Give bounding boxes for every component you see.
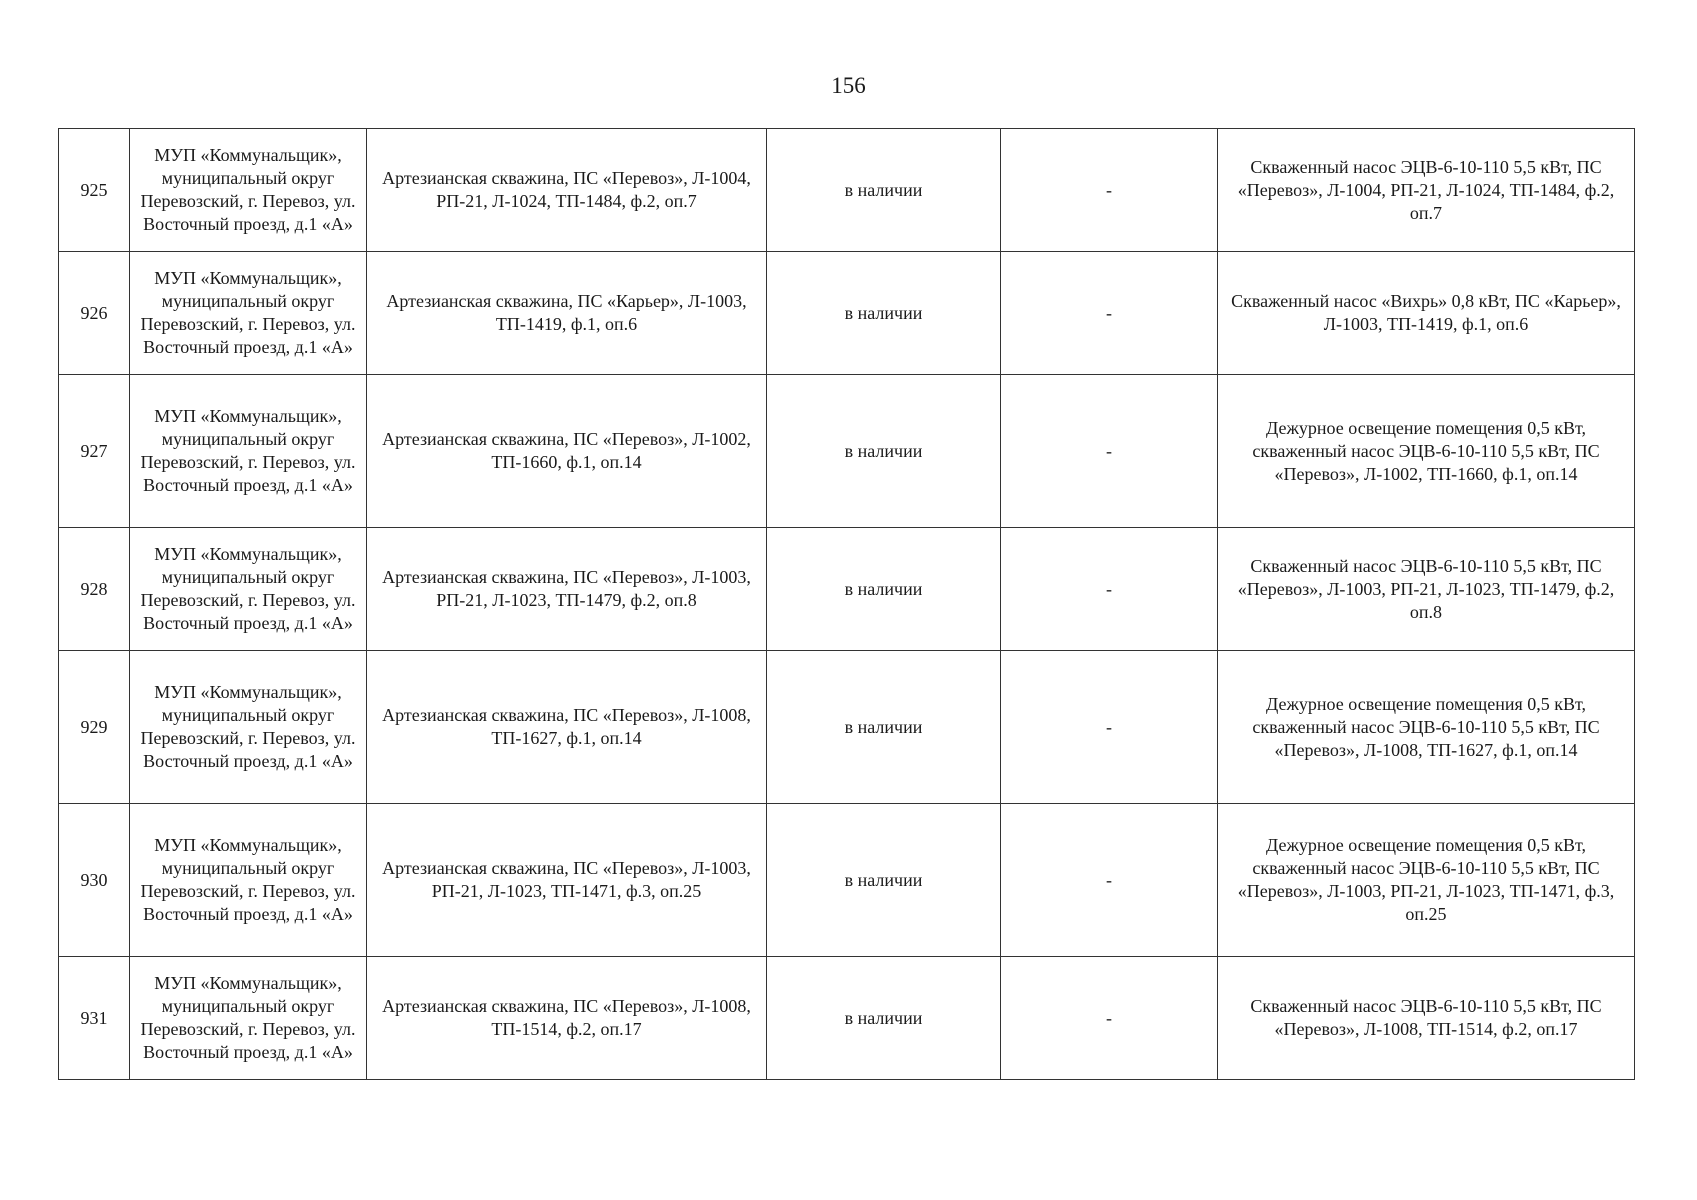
row-number: 931 [59, 957, 130, 1080]
status-cell: в наличии [767, 651, 1001, 804]
facilities-table [58, 128, 1635, 1080]
equipment-cell: Скваженный насос ЭЦВ-6-10-110 5,5 кВт, ПС «Перевоз», Л-1008, ТП-1514, ф.2, оп.17 [1218, 957, 1635, 1080]
organization-cell: МУП «Коммунальщик», муниципальный округ Перевозский, г. Перевоз, ул. Восточный проезд, д.1 «А» [130, 804, 367, 957]
status-cell: в наличии [767, 375, 1001, 528]
organization-cell: МУП «Коммунальщик», муниципальный округ Перевозский, г. Перевоз, ул. Восточный проезд, д.1 «А» [130, 252, 367, 375]
table-row [59, 375, 1635, 528]
status-cell: в наличии [767, 804, 1001, 957]
status-cell: в наличии [767, 129, 1001, 252]
organization-cell: МУП «Коммунальщик», муниципальный округ Перевозский, г. Перевоз, ул. Восточный проезд, д.1 «А» [130, 651, 367, 804]
status-cell: в наличии [767, 957, 1001, 1080]
equipment-cell: Скваженный насос ЭЦВ-6-10-110 5,5 кВт, ПС «Перевоз», Л-1004, РП-21, Л-1024, ТП-1484, ф.2, оп.7 [1218, 129, 1635, 252]
row-number: 930 [59, 804, 130, 957]
table-row [59, 957, 1635, 1080]
row-number: 927 [59, 375, 130, 528]
row-number: 928 [59, 528, 130, 651]
status-cell: в наличии [767, 528, 1001, 651]
object-cell: Артезианская скважина, ПС «Перевоз», Л-1002, ТП-1660, ф.1, оп.14 [367, 375, 767, 528]
extra-cell: - [1001, 651, 1218, 804]
equipment-cell: Дежурное освещение помещения 0,5 кВт, скваженный насос ЭЦВ-6-10-110 5,5 кВт, ПС «Перевоз», Л-1008, ТП-1627, ф.1, оп.14 [1218, 651, 1635, 804]
object-cell: Артезианская скважина, ПС «Перевоз», Л-1003, РП-21, Л-1023, ТП-1479, ф.2, оп.8 [367, 528, 767, 651]
equipment-cell: Дежурное освещение помещения 0,5 кВт, скваженный насос ЭЦВ-6-10-110 5,5 кВт, ПС «Перевоз», Л-1003, РП-21, Л-1023, ТП-1471, ф.3, оп.25 [1218, 804, 1635, 957]
table-row [59, 651, 1635, 804]
table-row [59, 129, 1635, 252]
row-number: 929 [59, 651, 130, 804]
object-cell: Артезианская скважина, ПС «Перевоз», Л-1004, РП-21, Л-1024, ТП-1484, ф.2, оп.7 [367, 129, 767, 252]
extra-cell: - [1001, 129, 1218, 252]
organization-cell: МУП «Коммунальщик», муниципальный округ Перевозский, г. Перевоз, ул. Восточный проезд, д.1 «А» [130, 375, 367, 528]
extra-cell: - [1001, 957, 1218, 1080]
organization-cell: МУП «Коммунальщик», муниципальный округ Перевозский, г. Перевоз, ул. Восточный проезд, д.1 «А» [130, 528, 367, 651]
extra-cell: - [1001, 804, 1218, 957]
object-cell: Артезианская скважина, ПС «Перевоз», Л-1008, ТП-1514, ф.2, оп.17 [367, 957, 767, 1080]
organization-cell: МУП «Коммунальщик», муниципальный округ Перевозский, г. Перевоз, ул. Восточный проезд, д.1 «А» [130, 957, 367, 1080]
row-number: 926 [59, 252, 130, 375]
equipment-cell: Скваженный насос ЭЦВ-6-10-110 5,5 кВт, ПС «Перевоз», Л-1003, РП-21, Л-1023, ТП-1479, ф.2, оп.8 [1218, 528, 1635, 651]
equipment-cell: Скваженный насос «Вихрь» 0,8 кВт, ПС «Карьер», Л-1003, ТП-1419, ф.1, оп.6 [1218, 252, 1635, 375]
object-cell: Артезианская скважина, ПС «Карьер», Л-1003, ТП-1419, ф.1, оп.6 [367, 252, 767, 375]
extra-cell: - [1001, 252, 1218, 375]
page-number: 156 [831, 73, 866, 98]
status-cell: в наличии [767, 252, 1001, 375]
extra-cell: - [1001, 375, 1218, 528]
table-row [59, 252, 1635, 375]
equipment-cell: Дежурное освещение помещения 0,5 кВт, скваженный насос ЭЦВ-6-10-110 5,5 кВт, ПС «Перевоз», Л-1002, ТП-1660, ф.1, оп.14 [1218, 375, 1635, 528]
table-row [59, 804, 1635, 957]
extra-cell: - [1001, 528, 1218, 651]
object-cell: Артезианская скважина, ПС «Перевоз», Л-1008, ТП-1627, ф.1, оп.14 [367, 651, 767, 804]
row-number: 925 [59, 129, 130, 252]
table-row [59, 528, 1635, 651]
object-cell: Артезианская скважина, ПС «Перевоз», Л-1003, РП-21, Л-1023, ТП-1471, ф.3, оп.25 [367, 804, 767, 957]
organization-cell: МУП «Коммунальщик», муниципальный округ Перевозский, г. Перевоз, ул. Восточный проезд, д.1 «А» [130, 129, 367, 252]
